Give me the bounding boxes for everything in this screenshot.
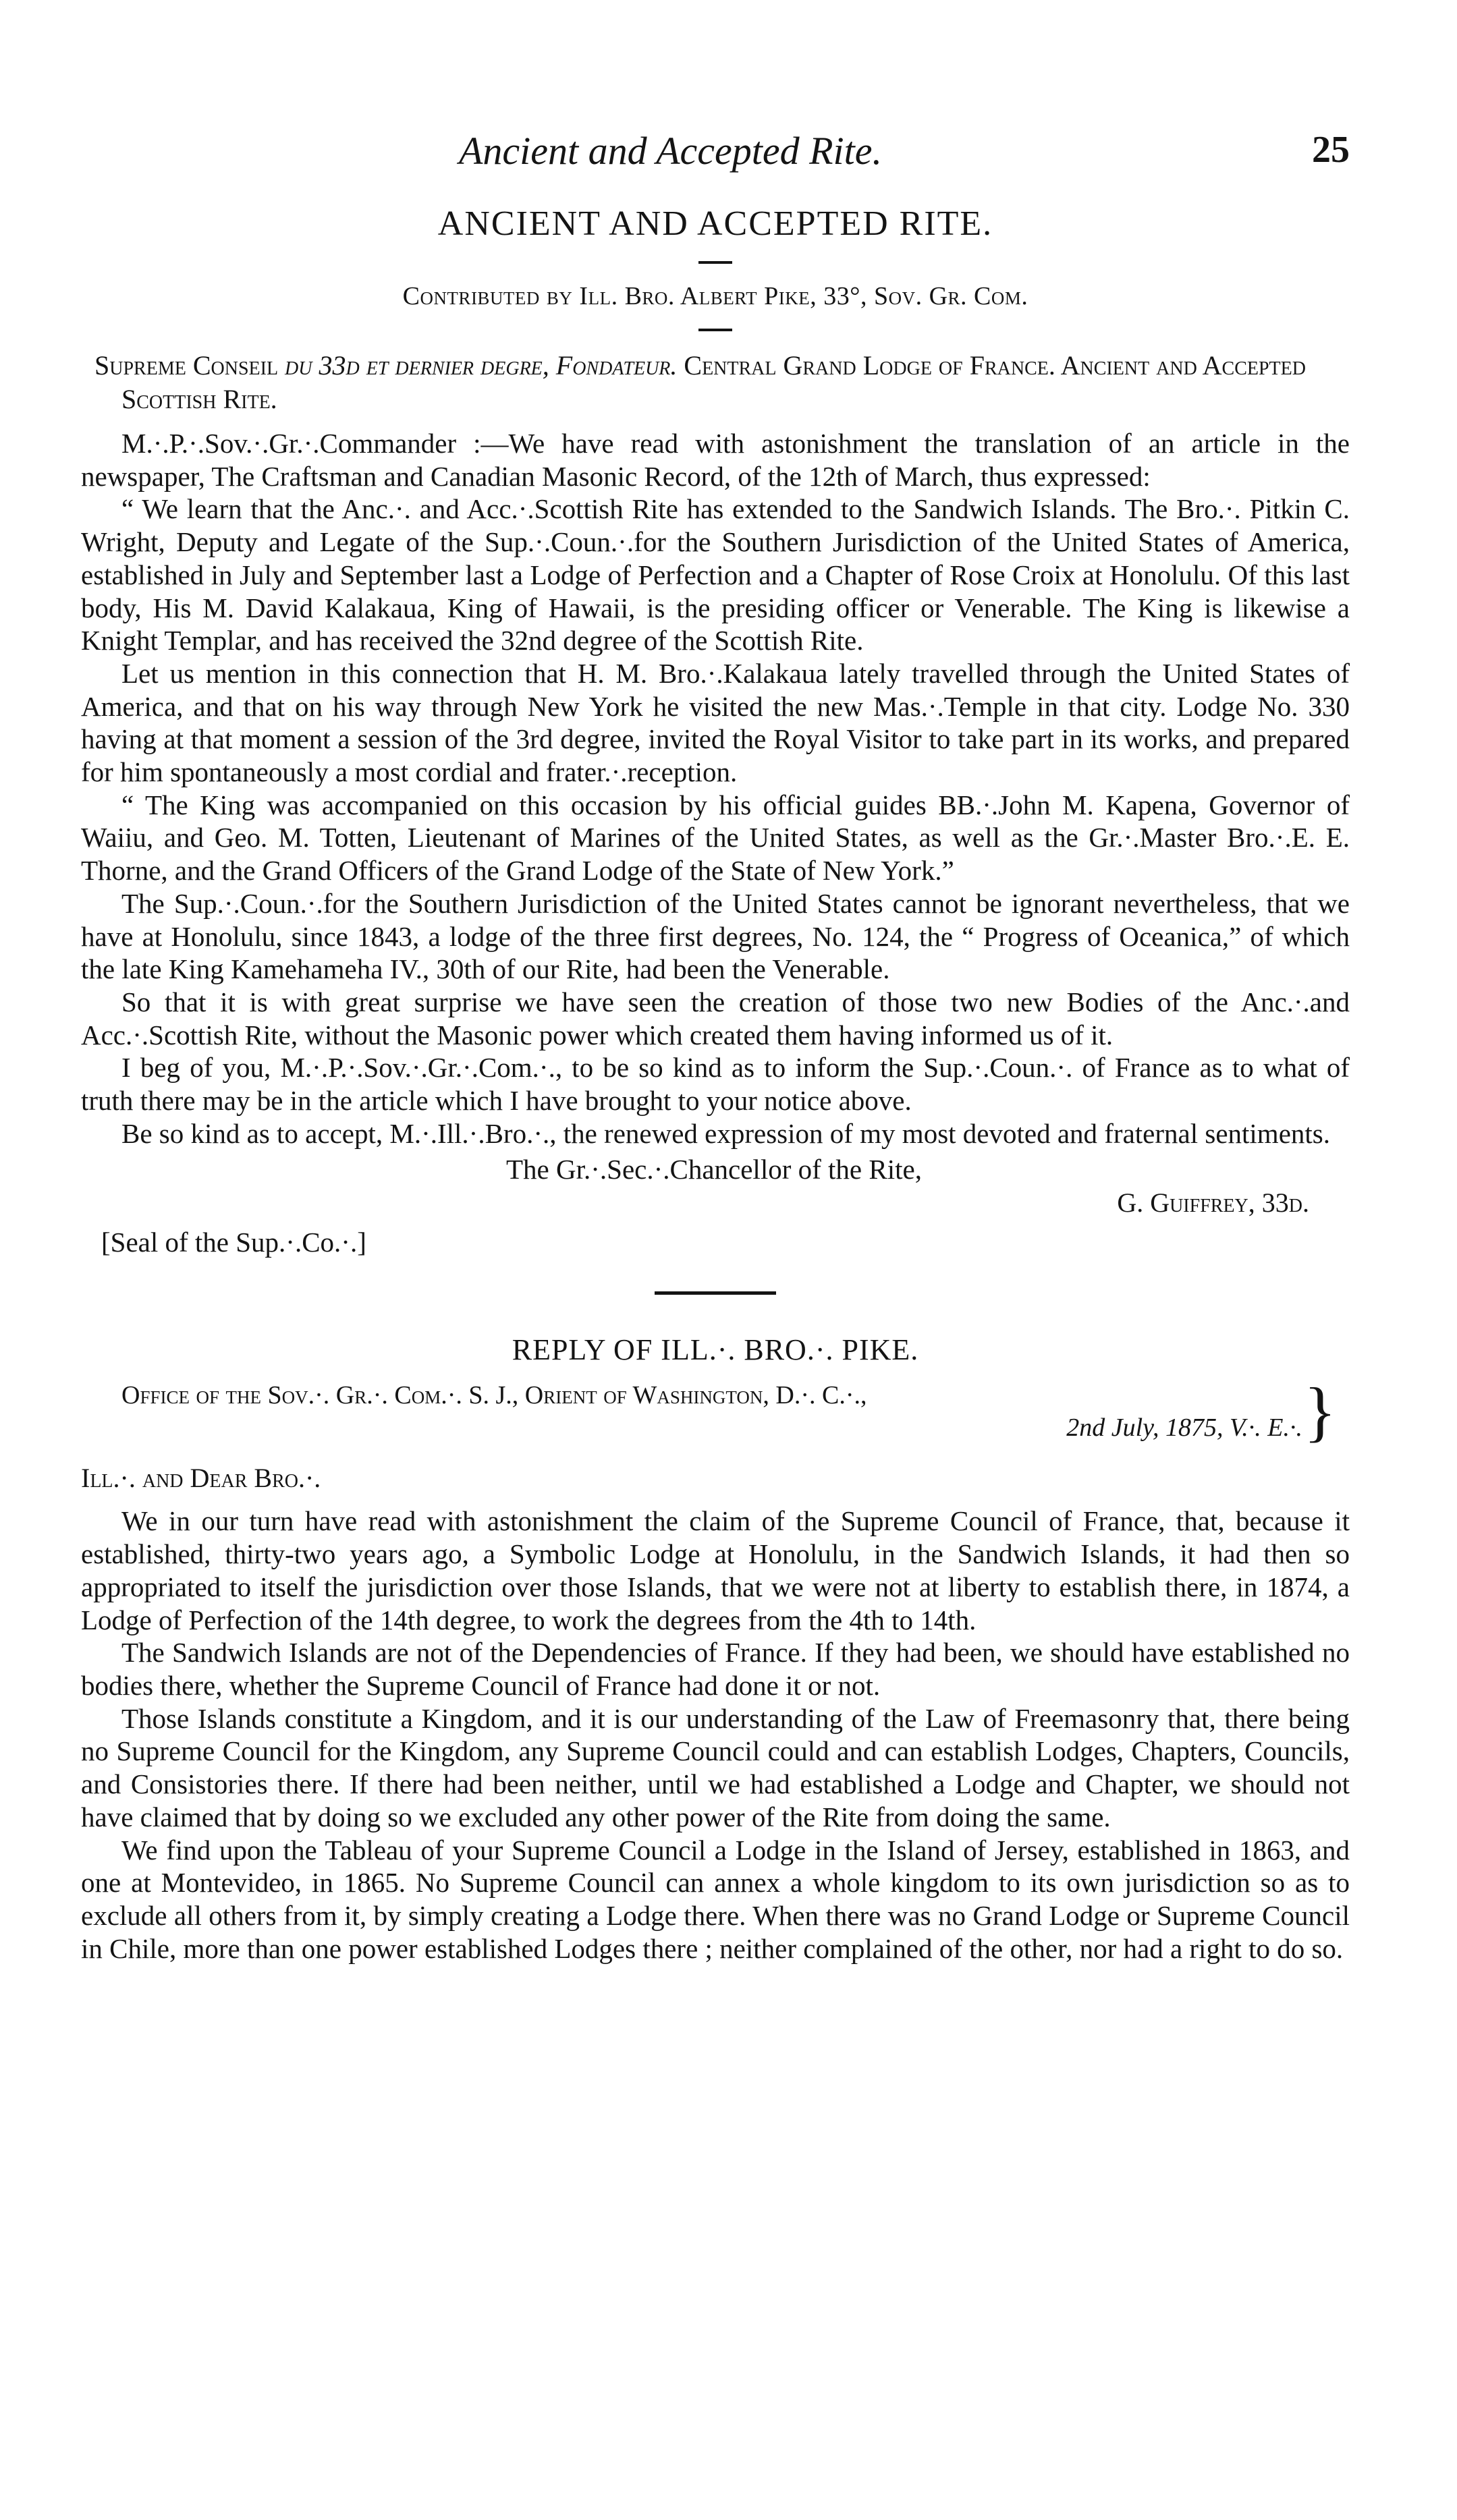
reply-title: REPLY OF ILL.·. BRO.·. PIKE.	[512, 1333, 919, 1367]
letter-paragraph: M.·.P.·.Sov.·.Gr.·.Commander :—We have read with astonishment the translation of an article in the newspaper, The Craftsman and Canadian Masonic Record, of the 12th of March, thus expressed:	[81, 428, 1350, 492]
brace-glyph: }	[1304, 1374, 1336, 1449]
letter-paragraph: “ We learn that the Anc.·. and Acc.·.Scottish Rite has extended to the Sandwich Islands. The Bro.·. Pitkin C. Wright, Deputy and Legate of the Sup.·.Coun.·.for the Southern Jurisdiction of the United States of America, established in July and September last a Lodge of Perfection and a Chapter of Rose Croix at Honolulu. Of this last body, His M. David Kalakaua, King of Hawaii, is the presiding officer or Venerable. The King is likewise a Knight Templar, and has received the 32nd degree of the Scottish Rite.	[81, 493, 1350, 656]
document-page	[81, 128, 1350, 1965]
article-byline: Contributed by Ill. Bro. Albert Pike, 33°, Sov. Gr. Com.	[402, 282, 1028, 310]
reply-paragraph: The Sandwich Islands are not of the Dependencies of France. If they had been, we should have established no bodies there, whether the Supreme Council of France had done it or not.	[81, 1637, 1350, 1701]
running-head	[81, 128, 1350, 189]
letter-paragraph: Let us mention in this connection that H. M. Bro.·.Kalakaua lately travelled through the United States of America, and that on his way through New York he visited the new Mas.·.Temple in that city. Lodge No. 330 having at that moment a session of the 3rd degree, invited the Royal Visitor to take part in its works, and prepared for him spontaneously a most cordial and frater.·.reception.	[81, 657, 1350, 788]
reply-body	[81, 1505, 1350, 1965]
letter-paragraph: The Sup.·.Coun.·.for the Southern Jurisdiction of the United States cannot be ignorant nevertheless, that we have at Honolulu, since 1843, a lodge of the three first degrees, No. 124, the “ Progress of Oceanica,” of which the late King Kamehameha IV., 30th of our Rite, had been the Venerable.	[81, 887, 1350, 985]
article-title: ANCIENT AND ACCEPTED RITE.	[437, 204, 993, 243]
letter-paragraph: Be so kind as to accept, M.·.Ill.·.Bro.·., the renewed expression of my most devoted and fraternal sentiments.	[121, 1117, 1330, 1149]
signature-name: G. Guiffrey, 33d.	[1117, 1187, 1309, 1219]
divider	[698, 261, 732, 264]
section-divider	[655, 1291, 776, 1295]
office-dateline	[81, 1374, 1350, 1449]
salutation: Ill.·. and Dear Bro.·.	[81, 1463, 321, 1494]
office-line: Office of the Sov.·. Gr.·. Com.·. S. J., Orient of Washington, D.·. C.·.,	[121, 1381, 867, 1410]
reply-paragraph: We in our turn have read with astonishment the claim of the Supreme Council of France, that, because it established, thirty-two years ago, a Symbolic Lodge at Honolulu, in the Sandwich Islands, it had then so appropriated to itself the jurisdiction over those Islands, that we were not at liberty to establish there, in 1874, a Lodge of Perfection of the 14th degree, to work the degrees from the 4th to 14th.	[81, 1505, 1350, 1635]
heading-part2: Central Grand Lodge of France. Ancient and Accepted Scottish Rite.	[121, 350, 1306, 414]
heading-part1: Supreme Conseil	[94, 350, 285, 381]
reply-paragraph: We find upon the Tableau of your Supreme Council a Lodge in the Island of Jersey, established in 1863, and one at Montevideo, in 1865. No Supreme Council can annex a whole kingdom to its own jurisdiction so as to exclude all others from it, by simply creating a Lodge there. When there was no Grand Lodge or Supreme Council in Chile, more than one power established Lodges there ; neither complained of the other, nor had a right to do so.	[81, 1834, 1350, 1964]
letter-heading	[81, 349, 1350, 416]
seal-note: [Seal of the Sup.·.Co.·.]	[101, 1227, 366, 1258]
letter-paragraph: So that it is with great surprise we have seen the creation of those two new Bodies of the Anc.·.and Acc.·.Scottish Rite, without the Masonic power which created them having informed us of it.	[81, 986, 1350, 1051]
letter-paragraph: I beg of you, M.·.P.·.Sov.·.Gr.·.Com.·., to be so kind as to inform the Sup.·.Coun.·. of France as to what of truth there may be in the article which I have brought to your notice above.	[81, 1052, 1350, 1117]
date-line: 2nd July, 1875, V.·. E.·.	[1066, 1413, 1302, 1443]
running-head-title: Ancient and Accepted Rite.	[459, 129, 883, 173]
heading-italic: du 33d et dernier degre, Fondateur.	[285, 350, 678, 381]
letter-paragraph: “ The King was accompanied on this occasion by his official guides BB.·.John M. Kapena, Governor of Waiiu, and Geo. M. Totten, Lieutenant of Marines of the United States, as well as the Gr.·.Master Bro.·.E. E. Thorne, and the Grand Officers of the Grand Lodge of the State of New York.”	[81, 789, 1350, 887]
page-number: 25	[1312, 129, 1350, 171]
letter-body	[81, 427, 1350, 1150]
reply-paragraph: Those Islands constitute a Kingdom, and it is our understanding of the Law of Freemasonry that, there being no Supreme Council for the Kingdom, any Supreme Council could and can establish Lodges, Chapters, Councils, and Consistories there. If there had been neither, until we had established a Lodge and Chapter, we should not have claimed that by doing so we excluded any other power of the Rite from doing the same.	[81, 1702, 1350, 1832]
divider	[698, 329, 732, 331]
signature-title: The Gr.·.Sec.·.Chancellor of the Rite,	[506, 1154, 922, 1185]
